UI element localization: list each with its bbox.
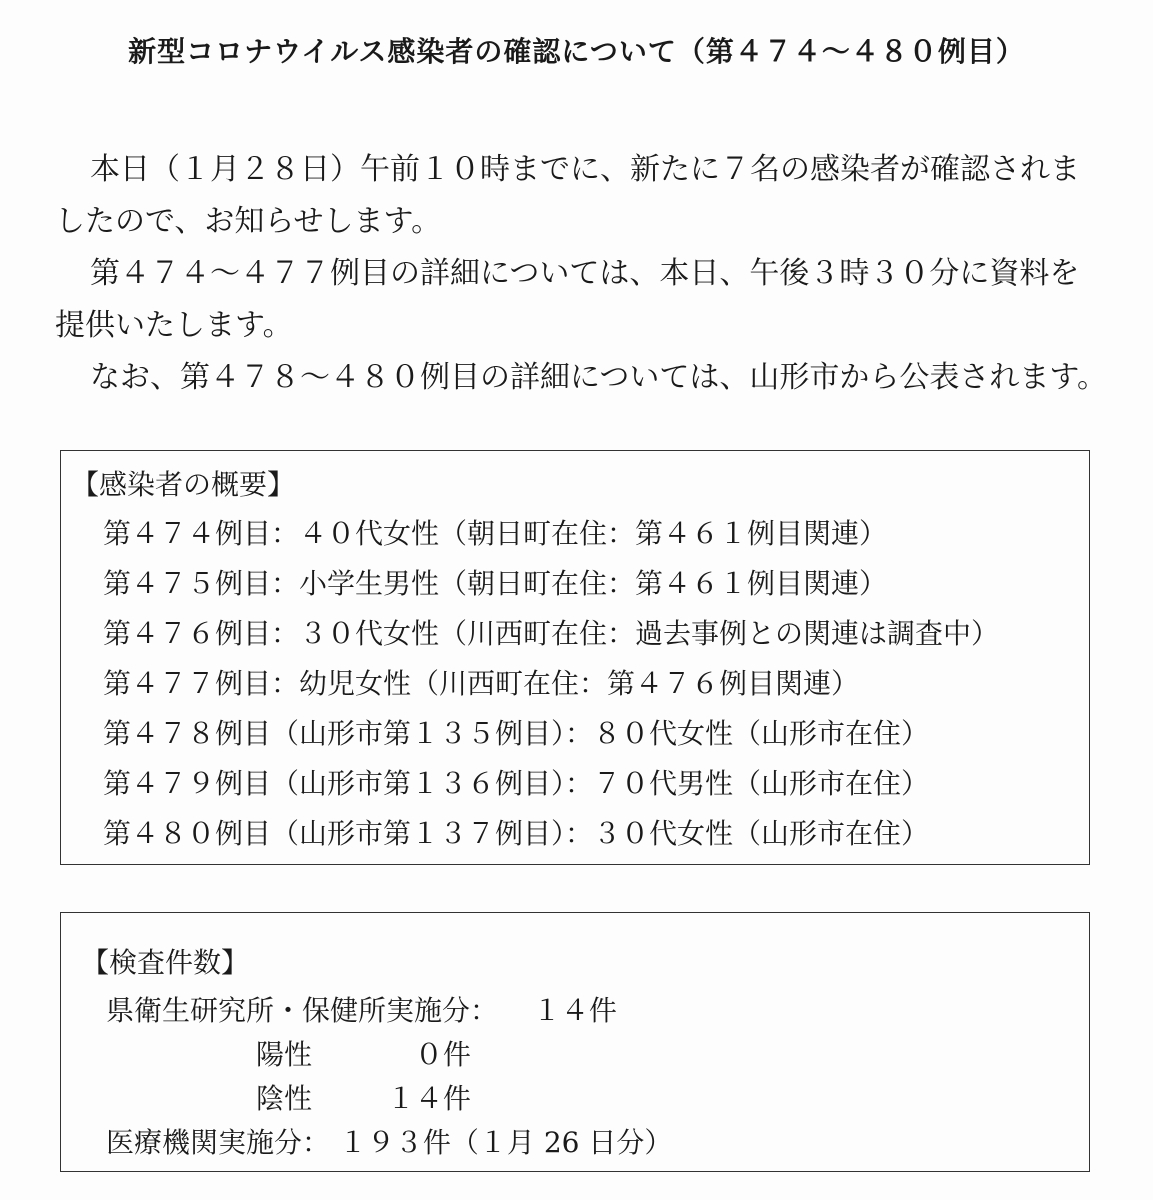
medical-test-label: 医療機関実施分：	[106, 1126, 331, 1159]
test-count-heading: 【検査件数】	[81, 946, 250, 979]
test-count-box	[60, 912, 1090, 1172]
negative-label: 陰性	[256, 1082, 313, 1115]
positive-label: 陽性	[256, 1038, 313, 1071]
case-item: 第４７６例目：３０代女性（川西町在住：過去事例との関連は調査中）	[103, 617, 1000, 650]
page-title: 新型コロナウイルス感染者の確認について（第４７４～４８０例目）	[128, 35, 1025, 68]
case-item: 第４７４例目：４０代女性（朝日町在住：第４６１例目関連）	[103, 517, 888, 550]
pref-test-row	[106, 989, 617, 1029]
pref-test-value: １４件	[532, 994, 617, 1027]
case-item: 第４７８例目（山形市第１３５例目）：８０代女性（山形市在住）	[103, 717, 930, 750]
paragraph-1-line-1: 本日（１月２８日）午前１０時までに、新たに７名の感染者が確認されま	[90, 152, 1080, 187]
medical-test-row	[106, 1121, 672, 1161]
positive-row	[256, 1033, 471, 1073]
case-item: 第４７５例目：小学生男性（朝日町在住：第４６１例目関連）	[103, 567, 888, 600]
negative-row	[256, 1077, 471, 1117]
positive-value: ０件	[414, 1038, 471, 1071]
case-summary-heading: 【感染者の概要】	[71, 468, 296, 501]
pref-test-label: 県衛生研究所・保健所実施分：	[106, 994, 499, 1027]
negative-value: １４件	[386, 1082, 471, 1115]
case-item: 第４７７例目：幼児女性（川西町在住：第４７６例目関連）	[103, 667, 860, 700]
medical-test-value: １９３件（１月 26 日分）	[338, 1126, 673, 1159]
paragraph-2-line-2: 提供いたします。	[55, 308, 293, 343]
paragraph-3-line-1: なお、第４７８～４８０例目の詳細については、山形市から公表されます。	[90, 360, 1107, 395]
case-summary-box	[60, 450, 1090, 865]
paragraph-2-line-1: 第４７４～４７７例目の詳細については、本日、午後３時３０分に資料を	[90, 256, 1080, 291]
case-item: 第４８０例目（山形市第１３７例目）：３０代女性（山形市在住）	[103, 817, 930, 850]
case-item: 第４７９例目（山形市第１３６例目）：７０代男性（山形市在住）	[103, 767, 930, 800]
paragraph-1-line-2: したので、お知らせします。	[55, 204, 442, 239]
